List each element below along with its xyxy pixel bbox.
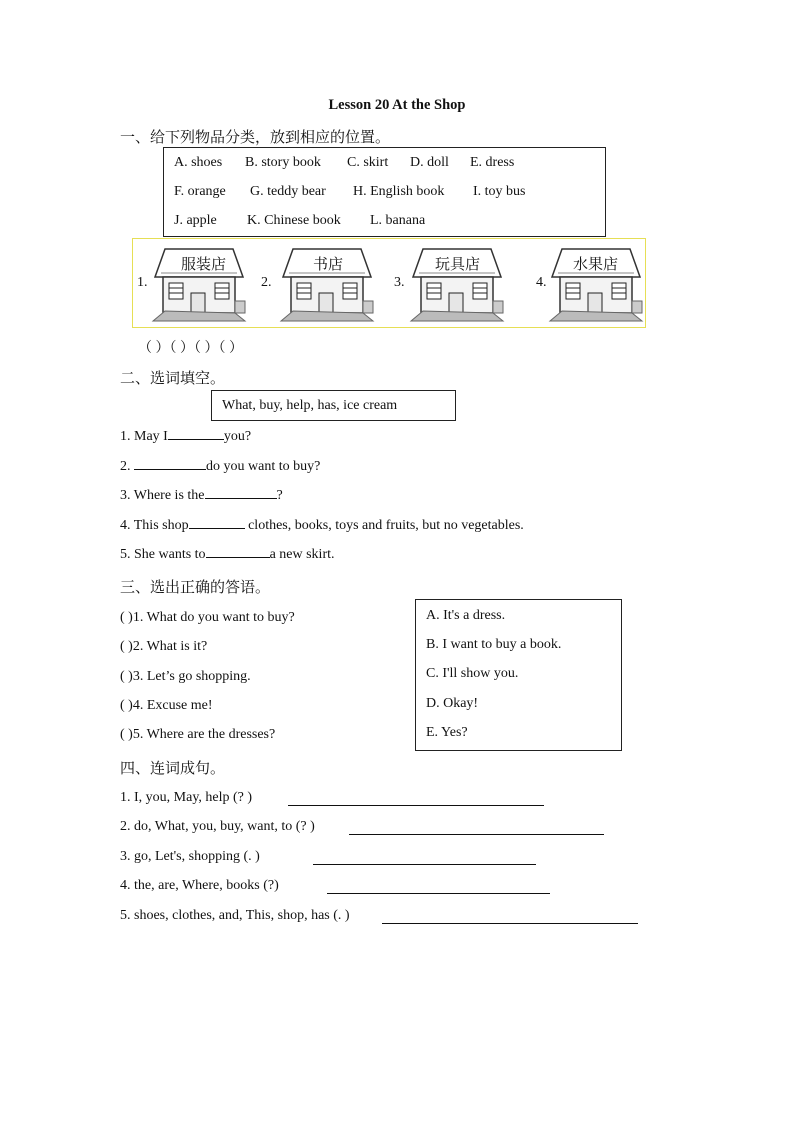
- option-a: A. shoes: [174, 155, 223, 170]
- question-2: ( )2. What is it?: [120, 639, 208, 654]
- fill-item-2: [120, 459, 320, 475]
- word-box: [211, 390, 456, 421]
- fill-item-2-post: do you want to buy?: [206, 459, 321, 474]
- answer-line[interactable]: [327, 893, 550, 894]
- fill-item-2-pre: 2.: [120, 459, 134, 474]
- option-k: K. Chinese book: [247, 213, 341, 228]
- reorder-item-1: 1. I, you, May, help (? ): [120, 790, 253, 805]
- fill-blank[interactable]: [205, 498, 277, 499]
- option-f: F. orange: [174, 184, 226, 199]
- fill-item-1-pre: 1. May I: [120, 429, 168, 444]
- fill-item-3-pre: 3. Where is the: [120, 488, 205, 503]
- shop-sign-3: 玩具店: [435, 255, 481, 273]
- option-e: E. dress: [470, 155, 515, 170]
- reorder-item-2: 2. do, What, you, buy, want, to (? ): [120, 819, 315, 834]
- fill-item-4-pre: 4. This shop: [120, 518, 189, 533]
- reorder-item-4: 4. the, are, Where, books (?): [120, 878, 279, 893]
- answer-d: D. Okay!: [426, 696, 479, 711]
- page-title: Lesson 20 At the Shop: [328, 97, 466, 113]
- options-box: [163, 147, 606, 237]
- word-box-text: What, buy, help, has, ice cream: [222, 398, 398, 413]
- section3-heading: 三、选出正确的答语。: [120, 580, 271, 596]
- fill-item-4: [120, 518, 524, 534]
- section4-heading: 四、连词成句。: [120, 761, 226, 777]
- fill-item-1-post: you?: [223, 429, 252, 444]
- answers-box: [415, 599, 622, 751]
- section2-heading: 二、选词填空。: [120, 371, 226, 387]
- answer-line[interactable]: [382, 923, 638, 924]
- fill-blank[interactable]: [168, 439, 224, 440]
- answer-line[interactable]: [313, 864, 536, 865]
- fill-item-5-post: a new skirt.: [269, 547, 335, 562]
- fill-item-5-pre: 5. She wants to: [120, 547, 206, 562]
- reorder-item-5: 5. shoes, clothes, and, This, shop, has (. ): [120, 908, 350, 923]
- question-3: ( )3. Let’s go shopping.: [120, 669, 251, 684]
- fill-item-3: [120, 488, 283, 504]
- answer-c: C. I'll show you.: [426, 666, 519, 681]
- answer-b: B. I want to buy a book.: [426, 637, 562, 652]
- shop-number-1: 1.: [137, 275, 148, 290]
- shop-sign-2: 书店: [313, 255, 344, 273]
- shop-sign-1: 服装店: [181, 255, 227, 273]
- option-b: B. story book: [245, 155, 321, 170]
- answer-a: A. It's a dress.: [426, 608, 506, 623]
- question-4: ( )4. Excuse me!: [120, 698, 213, 713]
- shop-strip: [132, 238, 646, 328]
- option-g: G. teddy bear: [250, 184, 326, 199]
- shop-answer-blanks: （ ）（ ）（ ）（ ）: [138, 341, 243, 356]
- option-i: I. toy bus: [473, 184, 526, 199]
- answer-e: E. Yes?: [426, 725, 468, 740]
- fill-blank[interactable]: [189, 528, 245, 529]
- fill-item-4-post: clothes, books, toys and fruits, but no vegetables.: [244, 518, 524, 533]
- shop-number-3: 3.: [394, 275, 405, 290]
- question-5: ( )5. Where are the dresses?: [120, 727, 276, 742]
- shop-number-4: 4.: [536, 275, 547, 290]
- fill-item-3-post: ?: [276, 488, 283, 503]
- fill-item-5: [120, 547, 335, 563]
- shop-sign-4: 水果店: [573, 255, 619, 273]
- option-j: J. apple: [174, 213, 217, 228]
- shop-number-2: 2.: [261, 275, 272, 290]
- option-l: L. banana: [370, 213, 426, 228]
- option-d: D. doll: [410, 155, 449, 170]
- fill-item-1: [120, 429, 251, 445]
- fill-blank[interactable]: [134, 469, 206, 470]
- question-1: ( )1. What do you want to buy?: [120, 610, 295, 625]
- answer-line[interactable]: [349, 834, 604, 835]
- fill-blank[interactable]: [206, 557, 270, 558]
- option-h: H. English book: [353, 184, 445, 199]
- option-c: C. skirt: [347, 155, 389, 170]
- answer-line[interactable]: [288, 805, 544, 806]
- section1-heading: 一、给下列物品分类，放到相应的位置。: [120, 130, 391, 146]
- reorder-item-3: 3. go, Let's, shopping (. ): [120, 849, 260, 864]
